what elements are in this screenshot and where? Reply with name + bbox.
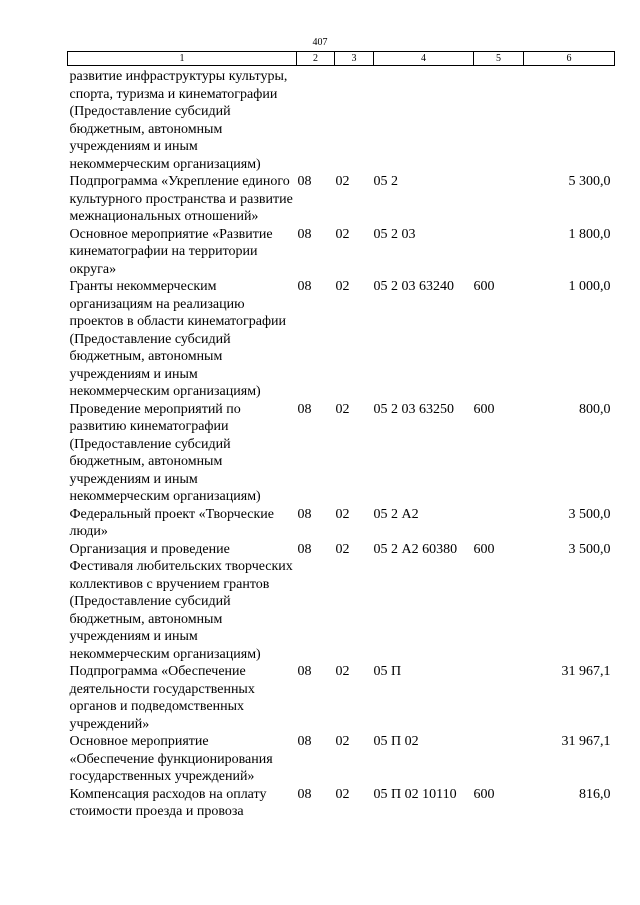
row-subsection: 02 [335,786,350,802]
row-section: 08 [297,664,312,679]
row-expense-type: 600 [473,401,495,417]
column-header-6: 6 [524,52,615,66]
row-expense-type [474,226,524,279]
row-amount: 1 800,0 [568,226,611,242]
column-header-3: 3 [335,52,374,66]
table-row [68,226,615,279]
row-target-code: 05 П 02 10110 [373,786,457,802]
row-name: Основное мероприятие «Развитие кинематографии на территории округа» [69,226,273,277]
column-header-2: 2 [297,52,335,66]
row-expense-type [474,66,524,174]
column-header-4: 4 [374,52,474,66]
column-header-1: 1 [68,52,297,66]
row-name: Основное мероприятие «Обеспечение функционирования государственных учреждений» [69,734,273,784]
row-amount: 5 300,0 [568,174,611,189]
table-row [68,506,615,541]
budget-table [67,51,615,821]
table-row [68,173,615,226]
row-target-code: 05 2 [373,174,398,189]
row-target-code: 05 П [373,664,402,679]
row-subsection: 02 [335,734,350,749]
row-section: 08 [297,541,312,557]
page-number: 407 [312,37,328,48]
table-row [68,66,615,174]
row-expense-type: 600 [473,786,495,802]
row-section: 08 [297,174,312,189]
row-expense-type [474,663,524,733]
table-row [68,541,615,664]
row-amount: 31 967,1 [561,664,611,679]
row-amount: 31 967,1 [561,734,611,749]
row-expense-type: 600 [473,541,495,557]
row-name: Подпрограмма «Укрепление единого культурного пространства и развитие межнациональных отношений» [69,174,293,224]
row-amount: 3 500,0 [568,541,611,557]
table-row [68,401,615,506]
row-subsection: 02 [335,279,350,294]
row-target-code: 05 2 03 [373,226,416,242]
row-name: Подпрограмма «Обеспечение деятельности государственных органов и подведомственных учреждений» [69,664,255,732]
row-amount: 1 000,0 [568,279,611,294]
row-subsection: 02 [335,174,350,189]
row-name: развитие инфраструктуры культуры, спорта, туризма и кинематографии (Предоставление субсидий бюджетным, автономным учреждениям и иным некоммерческим организациям) [69,69,288,172]
table-row [68,733,615,786]
row-target-code: 05 2 03 63240 [373,279,454,294]
row-expense-type [474,506,524,541]
row-subsection: 02 [335,226,350,242]
row-amount [524,66,615,174]
row-section: 08 [297,506,312,522]
table-row [68,663,615,733]
row-name: Проведение мероприятий по развитию кинематографии (Предоставление субсидий бюджетным, автономным учреждениям и иным некоммерческим организациям) [69,401,261,504]
row-subsection [335,66,374,174]
column-header-5: 5 [474,52,524,66]
row-subsection: 02 [335,401,350,417]
row-name: Организация и проведение Фестиваля любительских творческих коллективов с вручением грантов (Предоставление субсидий бюджетным, автономным учреждениям и иным некоммерческим организациям) [69,541,293,662]
row-name: Федеральный проект «Творческие люди» [69,506,274,539]
row-target-code [374,66,474,174]
row-section [297,66,335,174]
row-section: 08 [297,734,312,749]
row-target-code: 05 2 А2 60380 [373,541,458,557]
row-section: 08 [297,279,312,294]
row-section: 08 [297,786,312,802]
row-target-code: 05 2 03 63250 [373,401,454,417]
table-row [68,786,615,821]
row-amount: 800,0 [579,401,611,417]
column-numbers-row [68,52,615,66]
row-subsection: 02 [335,664,350,679]
row-section: 08 [297,401,312,417]
row-name: Компенсация расходов на оплату стоимости проезда и провоза [69,786,267,819]
row-section: 08 [297,226,312,242]
row-expense-type [474,733,524,786]
table-row [68,278,615,401]
row-expense-type [474,173,524,226]
row-subsection: 02 [335,541,350,557]
row-target-code: 05 П 02 [373,734,419,749]
row-amount: 816,0 [579,786,611,802]
row-target-code: 05 2 А2 [373,506,419,522]
row-name: Гранты некоммерческим организациям на реализацию проектов в области кинематографии (Предоставление субсидий бюджетным, автономным учреждениям и иным некоммерческим организациям) [69,279,287,399]
row-expense-type: 600 [473,279,495,294]
row-subsection: 02 [335,506,350,522]
row-amount: 3 500,0 [568,506,611,522]
